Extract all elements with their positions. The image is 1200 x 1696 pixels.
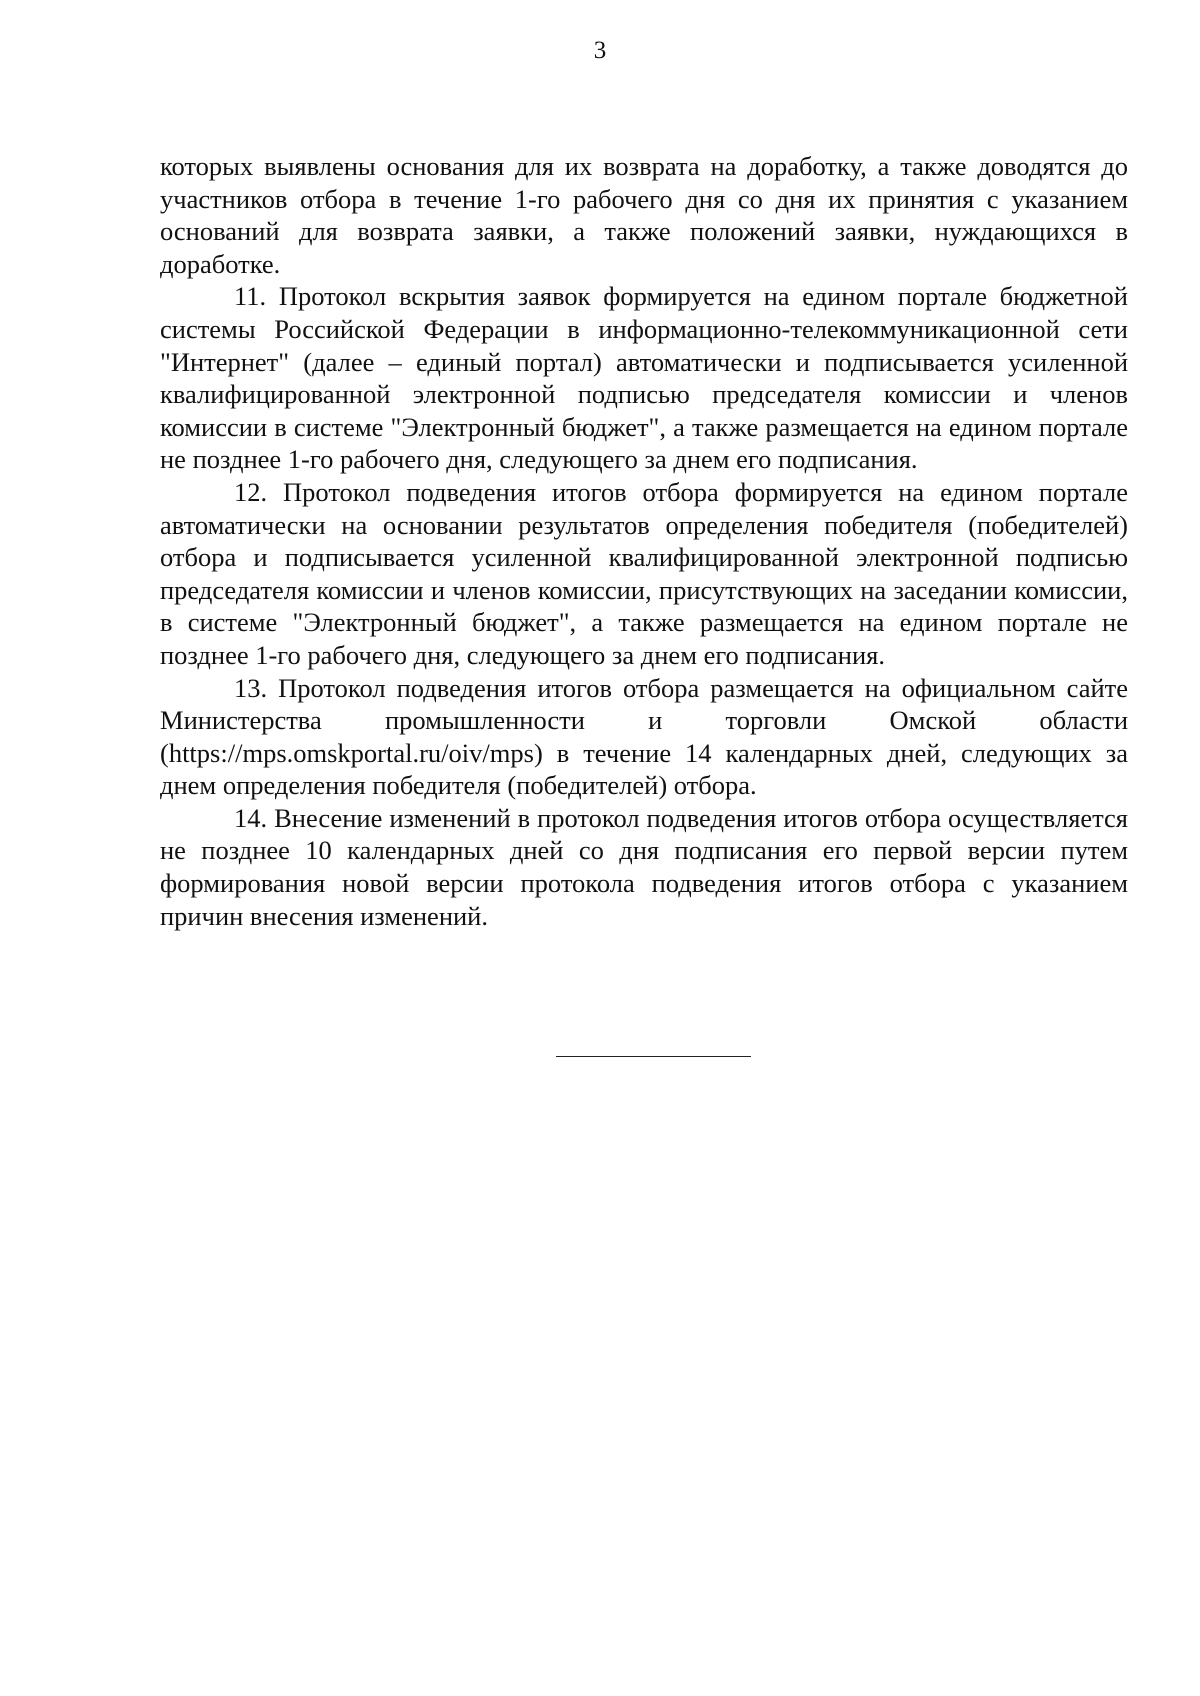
paragraph-continuation: которых выявлены основания для их возврата на доработку, а также доводятся до участников отбора в течение 1-го рабочего дня со дня их принятия с указанием оснований для возврата заявки, а также положений заявки, нуждающихся в доработке. <box>160 151 1128 279</box>
paragraph-14: 14. Внесение изменений в протокол подведения итогов отбора осуществляется не позднее 10 календарных дней со дня подписания его первой версии путем формирования новой версии протокола подведения итогов отбора с указанием причин внесения изменений. <box>160 802 1128 931</box>
page-number: 3 <box>593 37 607 64</box>
document-body <box>160 150 1128 932</box>
paragraph-12: 12. Протокол подведения итогов отбора формируется на едином портале автоматически на основании результатов определения победителя (победителей) отбора и подписывается усиленной квалифицированной электронной подписью председателя комиссии и членов комиссии, присутствующих на заседании комиссии, в системе "Электронный бюджет", а также размещается на едином портале не позднее 1-го рабочего дня, следующего за днем его подписания. <box>160 476 1128 670</box>
closing-divider <box>556 1056 751 1057</box>
paragraph-13: 13. Протокол подведения итогов отбора размещается на официальном сайте Министерства промышленности и торговли Омской области (https://mps.omskportal.ru/oiv/mps) в течение 14 календарных дней, следующих за днем определения победителя (победителей) отбора. <box>160 672 1128 801</box>
paragraph-11: 11. Протокол вскрытия заявок формируется на едином портале бюджетной системы Российской Федерации в информационно-телекоммуникационной сети "Интернет" (далее – единый портал) автоматически и подписывается усиленной квалифицированной электронной подписью председателя комиссии и членов комиссии в системе "Электронный бюджет", а также размещается на едином портале не позднее 1-го рабочего дня, следующего за днем его подписания. <box>160 281 1128 475</box>
